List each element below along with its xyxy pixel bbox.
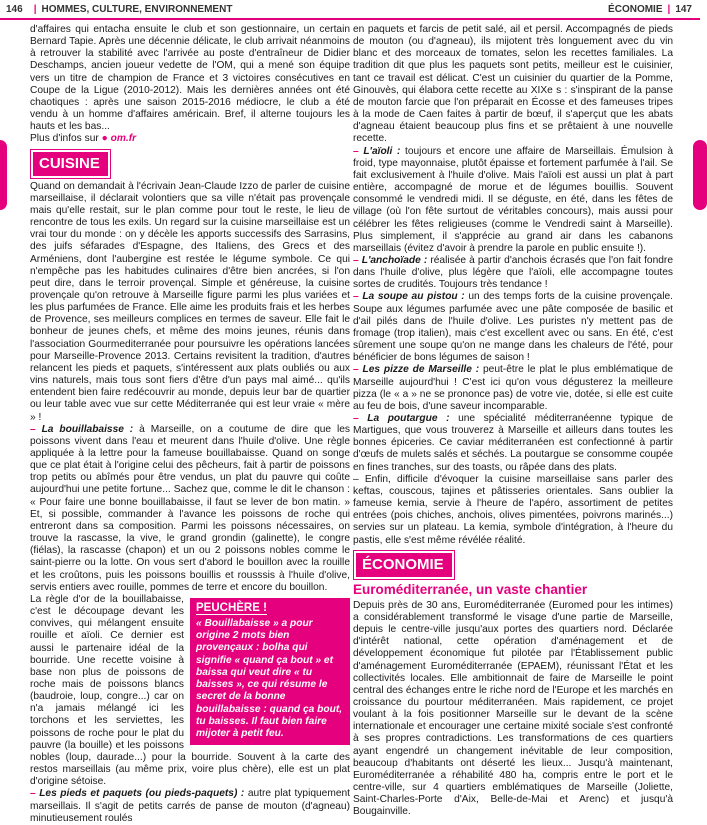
right-thumb-tab (693, 140, 707, 210)
pieds-paquets-paragraph: – Les pieds et paquets (ou pieds-paquets) : autre plat typiquement marseillais. Il s'agit de petits carrés de panse de mouton (d'agneau) minutieusement roulés (30, 788, 350, 824)
right-column (353, 24, 674, 818)
euromed-title: Euroméditerranée, un vaste chantier (353, 581, 588, 597)
peuchere-box (190, 598, 350, 745)
poutargue-paragraph: – La poutargue : une spécialité méditerranéenne typique de Martigues, que vous trouverez à Marseille et ailleurs dans toutes les bonnes épiceries. Ce caviar méditerranéen est confectionné à partir d'œufs de mulets salés et séchés. La poutargue se consomme coupée en fines tranches, sur des toasts, ou râpée dans des plats. (353, 413, 674, 473)
peuchere-text: « Bouillabaisse » a pour origine 2 mots bien provençaux : bolha qui signifie « quand ça bout » et baissa qui veut dire « tu baisses », ce qui résume le secret de la bonne bouillabaisse : quand ça bout, tu baisses. Il faut bien faire mijoter à petit feu. (196, 618, 343, 739)
left-column (30, 24, 350, 824)
pizze-paragraph: – Les pizze de Marseille : peut-être le plat le plus emblématique de Marseille aujourd'hui ! C'est ici qu'on vous dégusterez la meilleure pizza (le « a » ne se prononce pas) de votre vie, dotée, si elle est cuite au feu de bois, d'une saveur incomparable. (353, 364, 673, 412)
right-running-head: ÉCONOMIE | 147 (608, 4, 692, 15)
pieds-continued-paragraph: en paquets et farcis de petit salé, ail et persil. Accompagnés de pieds de mouton (ou d'agneau), ils mijotent très longuement avec du vin blanc et des morceaux de tomates, selon les recettes familiales. La tradition dit que plus les paquets sont petits, meilleur est le cuisinier, tant ce travail est délicat. C'est un cuisinier du quartier de la Pomme, Ginouvès, qui élabora cette recette au XIXe s : s'inspirant de la panse de mouton farcie que l'on préparait en Écosse et des fameuses tripes à la mode de Caen faites à partir de bœuf, il s'aperçut que les abats d'agneau étaient beaucoup plus fins et se prêtaient à une nouvelle recette. (353, 24, 673, 145)
economie-heading: ÉCONOMIE (356, 553, 452, 577)
bourride-paragraph: La règle d'or de la bouillabaisse, c'est le découpage devant les convives, qui mélangent ensuite rouille et aïoli. Ce dernier est aussi le partenaire idéal de la bourride. Une recette voisine à base non plus de poissons de roche mais de poissons blancs (baudroie, loup, congre...) car on n'a jamais mélangé ici les torchons et les serviettes, les poissons de roche pour le plat du pauvre (la bouille) et les poissons nobles (loup, daurade...) pour la bourride. Souvent à la carte des restos marseillais (au même prix, voire plus chère), elle est un plat d'origine sétoise. (30, 593, 350, 788)
right-page-number: 147 (675, 4, 692, 15)
bouillabaisse-label: La bouillabaisse : (41, 423, 134, 435)
bouillabaisse-paragraph: – La bouillabaisse : à Marseille, on a coutume de dire que les poissons vivent dans l'eau et meurent dans l'huile d'olive. Une règle appliquée à la lettre pour la fameuse bouillabaisse. Quand on songe que ce plat était à l'origine celui des pêcheurs, fait à partir de poissons trop petits ou abîmés pour être vendus, un plat du pauvre qui coûte aujourd'hui une petite fortune... Sachez que, comme le dit le chanson : « Pour faire une bonne bouillabaisse, il faut se lever de bon matin. » Et, si possible, commander à l'avance les poissons de roche qui entreront dans sa composition. Parmi les poissons nécessaires, on trouve la rascasse, la vive, le grand grondin (galinette), le congre (fiélas), la rascasse (chapon) et un ou 2 poissons nobles comme le saint-pierre ou la lotte. On vous sert d'abord le bouillon avec la rouille et les croûtons, puis les poissons bouillis et rousssis à l'huile d'olive, servis entiers avec rouille, pommes de terre et encore du bouillon. (30, 423, 350, 593)
om-link[interactable]: ● om.fr (101, 133, 137, 145)
euromed-paragraph: Depuis près de 30 ans, Euroméditerranée (Euromed pour les intimes) a considérablement transformé le visage d'une partie de Marseille, depuis le centre-ville jusqu'aux portes des quartiers nord. Déclarée d'intérêt national, cette opération d'aménagement et de développement économique fut pilotée par l'Établissement public d'aménagement Euroméditerranée (EPAEM), réunissant l'État et les collectivités locales. Elle ambitionnait de faire de Marseille le point central des échanges entre le riche nord de l'Europe et les marchés en croissance du pourtour méditerranéen. Mais rapidement, ce projet voulant à la fois positionner Marseille sur le devant de la scène internationale et encourager une certaine mixité sociale s'est confronté à ses propres contradictions. Les transformations de ces quartiers ayant engendré un changement inévitable de leur composition, beaucoup d'habitants ont déserté les lieux... Jusqu'à maintenant, Euroméditerranée a réhabilité 480 ha, compris entre le port et le centre-ville, sur 4 quartiers emblématiques de Marseille (Joliette, Saint-Charles-Porte d'Aix, Belle-de-Mai et Arenc) et jusqu'à Bougainville. (353, 599, 673, 818)
pieds-label: Les pieds et paquets (ou pieds-paquets) : (39, 788, 245, 800)
left-running-head: 146 | HOMMES, CULTURE, ENVIRONNEMENT (6, 4, 233, 15)
cuisine-heading: CUISINE (33, 152, 108, 176)
page-header (0, 0, 700, 20)
pistou-paragraph: – La soupe au pistou : un des temps forts de la cuisine provençale. Soupe aux légumes parfumée avec une pâte composée de basilic et d'ail pilés dans de l'huile d'olive. Les puristes n'y mettent pas de fromage (trop italien), mais c'est excellent avec ou sans. En été, c'est sûrement une soupe qu'on ne mange dans les chaleurs de l'été, pour bénéficier de bons légumes de saison ! (353, 291, 673, 364)
closing-paragraph: – Enfin, difficile d'évoquer la cuisine marseillaise sans parler des keftas, couscous, tajines et pâtisseries orientales. Sans oublier la fameuse kemia, servie à l'heure de l'apéro, assortiment de petites entrées (pois chiches, anchois, olives pimentées, poivrons marinés...) servies sur un plateau. La kemia, symbole d'intégration, à l'heure du pastis, elle s'est même révélée réalité. (353, 473, 673, 546)
right-section-title: ÉCONOMIE (608, 4, 663, 15)
left-section-title: HOMMES, CULTURE, ENVIRONNEMENT (41, 4, 233, 15)
more-info-line: Plus d'infos sur ● om.fr (30, 133, 137, 145)
peuchere-title: PEUCHÈRE ! (196, 601, 267, 614)
cuisine-paragraph: Quand on demandait à l'écrivain Jean-Claude Izzo de parler de cuisine marseillaise, il déclarait volontiers que sa ville n'était pas provençale mais qu'elle restait, sur le plan comme pour tout le reste, le lieu de rencontre de tous les exils. Un regard sur la cuisine marseillaise est un vrai tour du monde : on y décèle les apports successifs des Sarrasins, des juifs séfarades d'Espagne, des Italiens, des Grecs et des Arméniens, dont l'aubergine est restée le légume symbole. Ce qui n'empêche pas les habitudes culinaires d'être bien ancrées, si l'on peut dire, dans le terroir provençal. Simple et généreuse, la cuisine provençale qu'on retrouve à Marseille figure parmi les plus variées et les plus parfumées de France. Elle aime les produits frais et les herbes de Provence, ses meilleurs complices en termes de saveur. Elle fait le bonheur de jeunes chefs, et même des moins jeunes, réunis dans l'association Gourmediterranée pour poursuivre les opérations lancées pour Marseille-Provence 2013. Certains revisitent la tradition, d'autres relancent les pieds et paquets, s'intéressent aux plats oubliés ou aux vins naturels, mais tous sont fiers d'être d'un pays mal aimé... qu'ils entendent bien faire redécouvrir au monde, depuis leur bar de quartier ou leur table avec vue sur cette Méditerranée qui est leur vraie « mère » ! (30, 180, 350, 423)
left-thumb-tab (0, 140, 7, 210)
intro-paragraph: d'affaires qui entacha ensuite le club et son gestionnaire, un certain Bernard Tapie. Après une décennie délicate, le club arrivait néanmoins à retrouver la stabilité avec l'arrivée au poste d'entraîneur de Didier Deschamps, ancien joueur vedette de l'OM, qui a mené son équipe vers un titre de champion de France et 3 victoires consécutives en Coupe de la Ligue (2010-2012). Mais les dernières années ont été chaotiques : après une saison 2015-2016 médiocre, le club a été vendu à un homme d'affaires américain. Bref, il alterne toujours les hauts et les bas... (30, 24, 350, 133)
left-page-number: 146 (6, 4, 23, 15)
anchoiade-paragraph: – L'anchoïade : réalisée à partir d'anchois écrasés que l'on fait fondre dans l'huile d'olive, plus légère que l'aïoli, elle accompagne toutes sortes de crudités. Toujours très tendance ! (353, 254, 673, 291)
aioli-paragraph: – L'aïoli : toujours et encore une affaire de Marseillais. Émulsion à froid, type mayonnaise, plutôt épaisse et fortement parfumée à l'ail. Se fait exclusivement à l'huile d'olive. Mais l'aïoli est aussi un plat à part entière, accompagné de morue et de légumes bouillis. Souvent consommé le vendredi midi. Il se déguste, en été, dans les fêtes de village (où l'on fête surtout de véritables concours), mais aussi pour célébrer les fêtes religieuses (comme le Vendredi saint à Marseille). Plus simplement, il s'apprécie au grand air dans les cabanons marseillais (évitez d'avoir à prendre la parole en public ensuite !). (353, 145, 673, 254)
